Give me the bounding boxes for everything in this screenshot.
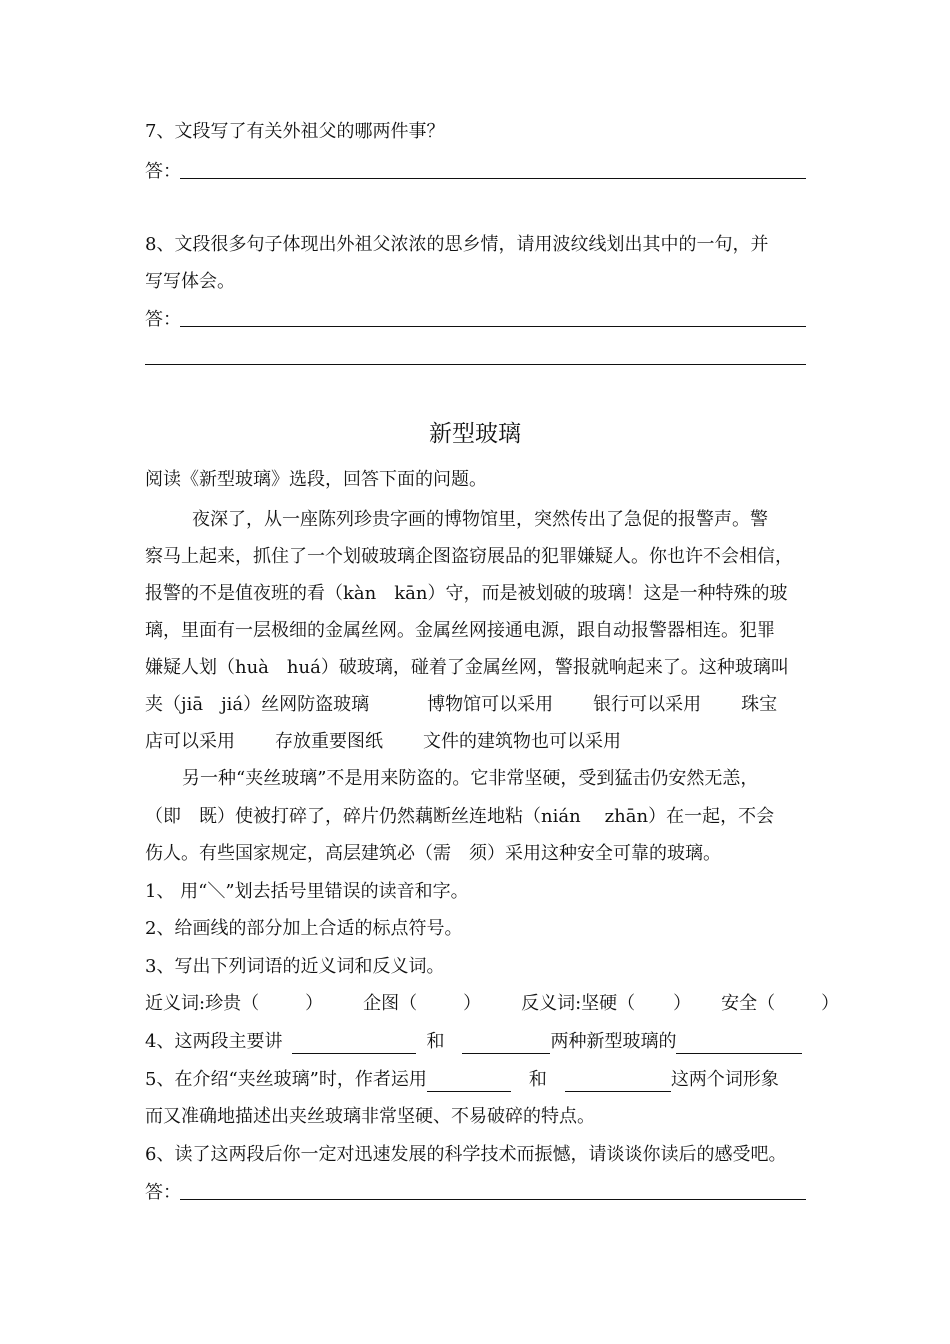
close-paren: ） [673, 993, 692, 1014]
pinyin-hua-a: 嫌疑人划（huà [145, 657, 269, 678]
pinyin-jia-a: 夹（jiā [145, 694, 204, 715]
choice-xu-b: 须）采用这种安全可靠的玻璃。 [469, 843, 721, 864]
question-4 [145, 1030, 802, 1054]
question-4-blank-2[interactable] [462, 1033, 550, 1054]
question-5-blank-1[interactable] [427, 1071, 511, 1092]
passage-p2-line-3 [145, 842, 721, 866]
question-7-answer-line[interactable] [180, 178, 806, 179]
choice-ji-a: （即 [145, 806, 181, 827]
question-5-blank-2[interactable] [565, 1071, 671, 1092]
section-instruction: 阅读《新型玻璃》选段，回答下面的问题。 [145, 469, 487, 490]
pinyin-kan-b: kān）守，而是被划破的玻璃！这是一种特殊的玻 [394, 583, 788, 604]
question-6-answer-line[interactable] [180, 1199, 806, 1200]
question-8-line-1: 8、文段很多句子体现出外祖父浓浓的思乡情，请用波纹线划出其中的一句，并 [145, 234, 769, 255]
question-8-line-2: 写写体会。 [145, 271, 235, 292]
question-8-answer-label: 答： [145, 309, 181, 330]
close-paren: ） [305, 993, 324, 1014]
question-5-text-c: 这两个词形象 [670, 1069, 779, 1090]
question-6-answer-label: 答： [145, 1182, 181, 1203]
question-5-text-a: 5、在介绍“夹丝玻璃”时，作者运用 [145, 1069, 427, 1090]
section-title: 新型玻璃 [429, 421, 521, 447]
phrase-museum: 博物馆可以采用 [427, 694, 554, 715]
word-qitu: 企图（ [363, 993, 418, 1014]
passage-p2-line-2 [145, 805, 774, 829]
passage-p1-line-7 [145, 730, 621, 754]
phrase-bank: 银行可以采用 [593, 694, 702, 715]
passage-p1-line-3 [145, 582, 787, 606]
phrase-jewelry: 珠宝 [741, 694, 778, 715]
question-5-text-b: 和 [528, 1069, 547, 1090]
close-paren: ） [821, 993, 840, 1014]
pinyin-zhan: zhān）在一起，不会 [604, 806, 775, 827]
pinyin-jia-b: jiá）丝网防盗玻璃 [221, 694, 370, 715]
word-zhengui: 珍贵（ [205, 993, 260, 1014]
passage-p1-line-4: 璃，里面有一层极细的金属丝网。金属丝网接通电源，跟自动报警器相连。犯罪 [145, 620, 775, 641]
passage-p2-line-1: 另一种“夹丝玻璃”不是用来防盗的。它非常坚硬，受到猛击仍安然无恙， [182, 768, 759, 789]
choice-ji-b: 既）使被打碎了，碎片仍然藕断丝连地粘（nián [199, 806, 581, 827]
word-anquan: 安全（ [721, 993, 776, 1014]
question-4-blank-3[interactable] [676, 1033, 802, 1054]
passage-p1-line-5 [145, 656, 789, 680]
pinyin-hua-b: huá）破玻璃，碰着了金属丝网，警报就响起来了。这种玻璃叫 [286, 657, 789, 678]
question-4-blank-1[interactable] [292, 1033, 416, 1054]
choice-xu-a: 伤人。有些国家规定，高层建筑必（需 [145, 843, 451, 864]
question-5 [145, 1068, 779, 1092]
question-4-text-a: 4、这两段主要讲 [145, 1031, 283, 1052]
question-3: 3、写出下列词语的近义词和反义词。 [145, 956, 445, 977]
passage-p1-line-1: 夜深了，从一座陈列珍贵字画的博物馆里，突然传出了急促的报警声。警 [192, 509, 768, 530]
word-jianying: 坚硬（ [581, 993, 636, 1014]
phrase-documents: 存放重要图纸 [275, 731, 383, 752]
question-7: 7、文段写了有关外祖父的哪两件事？ [145, 121, 445, 142]
question-6: 6、读了这两段后你一定对迅速发展的科学技术而振憾，请谈谈你读后的感受吧。 [145, 1144, 787, 1165]
passage-p1-line-2: 察马上起来，抓住了一个划破玻璃企图盗窃展品的犯罪嫌疑人。你也许不会相信， [145, 546, 793, 567]
question-1: 1、 用“＼”划去括号里错误的读音和字。 [145, 881, 469, 902]
question-7-answer-label: 答： [145, 161, 181, 182]
phrase-store: 店可以采用 [145, 731, 235, 752]
antonym-label: 反义词: [521, 993, 582, 1014]
passage-p1-line-6 [145, 693, 777, 717]
question-8-answer-line-2[interactable] [145, 364, 806, 365]
question-3-words [145, 992, 839, 1016]
phrase-buildings: 文件的建筑物也可以采用 [423, 731, 621, 752]
question-4-text-c: 两种新型玻璃的 [550, 1031, 677, 1052]
question-4-text-b: 和 [426, 1031, 445, 1052]
question-5-line-2: 而又准确地描述出夹丝玻璃非常坚硬、不易破碎的特点。 [145, 1106, 595, 1127]
synonym-label: 近义词: [145, 993, 206, 1014]
close-paren: ） [463, 993, 482, 1014]
question-2: 2、给画线的部分加上合适的标点符号。 [145, 918, 463, 939]
pinyin-kan-a: 报警的不是值夜班的看（kàn [145, 583, 377, 604]
question-8-answer-line-1[interactable] [180, 326, 806, 327]
